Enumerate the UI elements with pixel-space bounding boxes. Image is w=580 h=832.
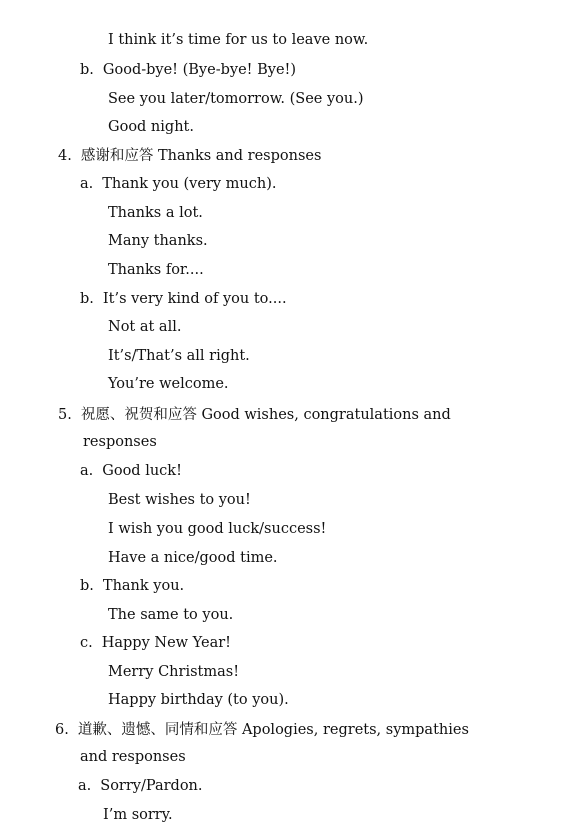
item-text: and responses bbox=[80, 749, 186, 765]
text-line bbox=[108, 203, 203, 223]
list-item bbox=[58, 405, 451, 425]
text-line bbox=[108, 317, 181, 337]
list-item bbox=[80, 576, 184, 596]
text-line bbox=[108, 30, 368, 50]
text-line bbox=[108, 346, 250, 366]
text-line bbox=[108, 374, 229, 394]
item-text: It’s/That’s all right. bbox=[108, 348, 250, 364]
item-text: Good luck! bbox=[102, 463, 182, 479]
list-marker: b. bbox=[80, 578, 94, 594]
text-line bbox=[108, 490, 251, 510]
item-text: See you later/tomorrow. (See you.) bbox=[108, 91, 364, 107]
text-line bbox=[108, 231, 208, 251]
list-item bbox=[55, 720, 469, 740]
text-line bbox=[83, 432, 157, 452]
text-line bbox=[108, 548, 278, 568]
item-text: Happy birthday (to you). bbox=[108, 692, 289, 708]
text-line bbox=[80, 747, 186, 767]
text-line bbox=[108, 519, 326, 539]
item-text: I wish you good luck/success! bbox=[108, 521, 327, 537]
item-text: You’re welcome. bbox=[108, 376, 229, 392]
list-item bbox=[80, 60, 296, 80]
item-text: I’m sorry. bbox=[103, 807, 173, 823]
item-text: Thanks a lot. bbox=[108, 205, 203, 221]
text-line bbox=[103, 805, 173, 825]
item-text: I think it’s time for us to leave now. bbox=[108, 32, 369, 48]
item-text: Have a nice/good time. bbox=[108, 550, 278, 566]
item-text: 道歉、遗憾、同情和应答 Apologies, regrets, sympathies bbox=[77, 722, 469, 738]
list-item bbox=[80, 289, 287, 309]
text-line bbox=[108, 260, 204, 280]
item-text: Thank you (very much). bbox=[102, 176, 277, 192]
item-text: Merry Christmas! bbox=[108, 664, 240, 680]
list-marker: b. bbox=[80, 62, 94, 78]
item-text: The same to you. bbox=[108, 607, 234, 623]
text-line bbox=[108, 89, 364, 109]
item-text: Many thanks. bbox=[108, 233, 208, 249]
list-marker: 4. bbox=[58, 148, 72, 164]
item-text: responses bbox=[83, 434, 157, 450]
list-marker: 6. bbox=[55, 722, 69, 738]
text-line bbox=[108, 690, 289, 710]
item-text: Best wishes to you! bbox=[108, 492, 251, 508]
item-text: Thanks for.... bbox=[108, 262, 204, 278]
list-marker: b. bbox=[80, 291, 94, 307]
item-text: It’s very kind of you to.... bbox=[102, 291, 287, 307]
list-item bbox=[78, 776, 203, 796]
item-text: Thank you. bbox=[102, 578, 185, 594]
text-line bbox=[108, 117, 194, 137]
item-text: Good-bye! (Bye-bye! Bye!) bbox=[102, 62, 297, 78]
list-item bbox=[80, 174, 277, 194]
item-text: Good night. bbox=[108, 119, 194, 135]
list-item bbox=[80, 633, 231, 653]
list-marker: 5. bbox=[58, 407, 72, 423]
list-marker: a. bbox=[80, 176, 94, 192]
item-text: Happy New Year! bbox=[101, 635, 231, 651]
item-text: Not at all. bbox=[108, 319, 182, 335]
list-marker: a. bbox=[80, 463, 94, 479]
list-marker: a. bbox=[78, 778, 92, 794]
list-item bbox=[58, 146, 321, 166]
text-line bbox=[108, 605, 233, 625]
item-text: Sorry/Pardon. bbox=[100, 778, 203, 794]
list-marker: c. bbox=[80, 635, 93, 651]
text-line bbox=[108, 662, 239, 682]
item-text: 祝愿、祝贺和应答 Good wishes, congratulations and bbox=[80, 407, 451, 423]
list-item bbox=[80, 461, 182, 481]
item-text: 感谢和应答 Thanks and responses bbox=[80, 148, 322, 164]
